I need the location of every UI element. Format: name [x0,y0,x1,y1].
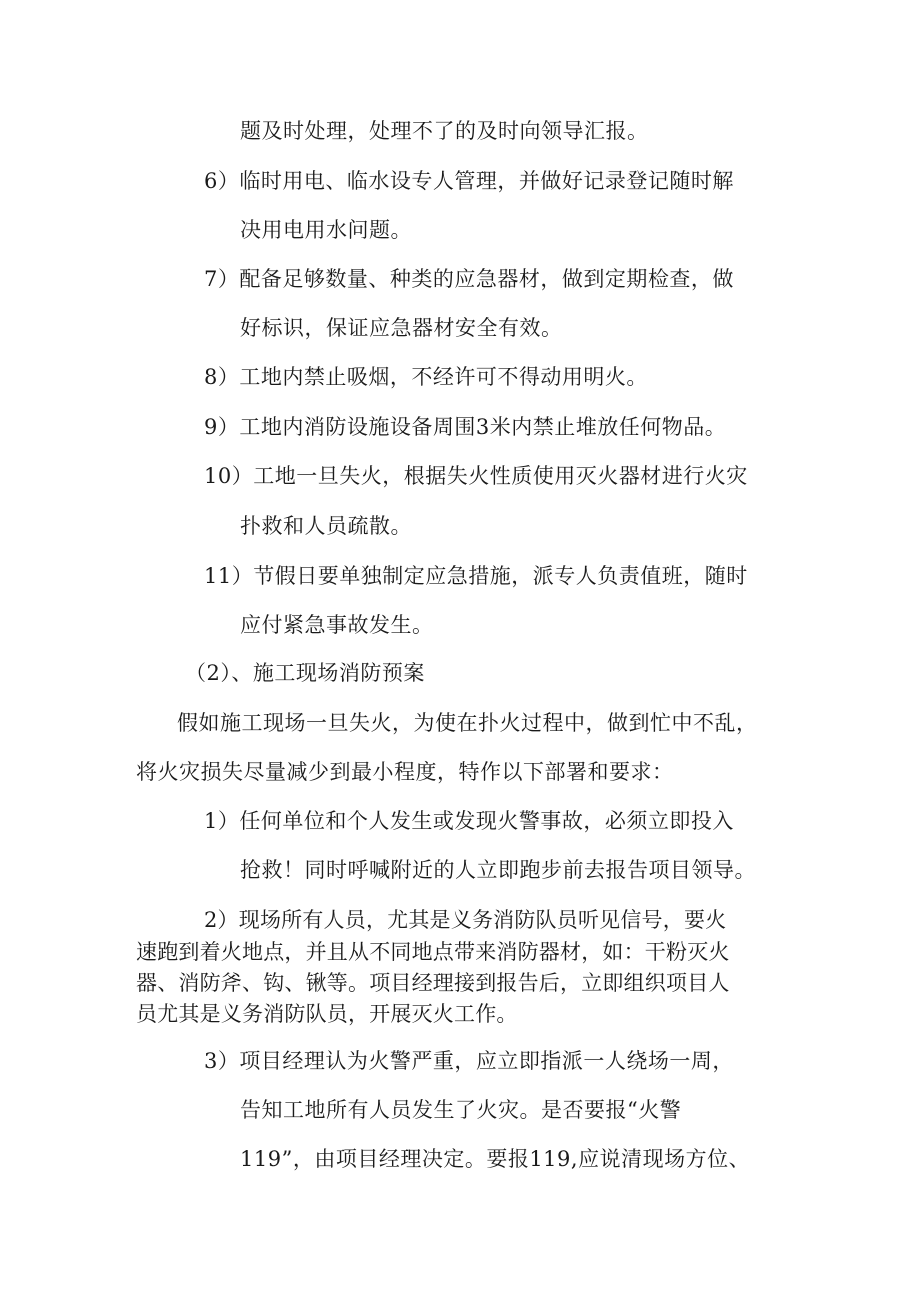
section-heading: （2）、施工现场消防预案 [185,661,425,685]
text-line-4: 7）配备足够数量、种类的应急器材，做到定期检查，做 [204,267,734,291]
text-line-5: 好标识，保证应急器材安全有效。 [240,316,563,340]
text-line-11: 应付紧急事故发生。 [240,613,434,637]
text-line-10: 11）节假日要单独制定应急措施，派专人负责值班，随时 [204,564,748,588]
text-line-22: 告知工地所有人员发生了火灾。是否要报“火警 [240,1098,682,1122]
text-line-23: 119”，由项目经理决定。要报119,应说清现场方位、 [240,1147,751,1171]
text-line-19: 器、消防斧、钩、锹等。项目经理接到报告后，立即组织项目人 [136,971,730,995]
text-line-15: 1）任何单位和个人发生或发现火警事故，必须立即投入 [204,809,734,833]
text-line-6: 8）工地内禁止吸烟，不经许可不得动用明火。 [204,365,648,389]
text-line-18: 速跑到着火地点，并且从不同地点带来消防器材，如：干粉灭火 [136,940,730,964]
text-line-7: 9）工地内消防设施设备周围3米内禁止堆放任何物品。 [204,415,727,439]
text-line-14: 将火灾损失尽量减少到最小程度，特作以下部署和要求： [136,760,674,784]
text-line-17: 2）现场所有人员，尤其是义务消防队员听见信号，要火 [204,908,727,932]
text-line-1: 题及时处理，处理不了的及时向领导汇报。 [240,119,649,143]
text-line-20: 员尤其是义务消防队员，开展灭火工作。 [136,1002,518,1026]
text-line-16: 抢救！同时呼喊附近的人立即跑步前去报告项目领导。 [240,858,756,882]
text-line-3: 决用电用水问题。 [240,218,412,242]
text-line-9: 扑救和人员疏散。 [240,514,412,538]
text-line-8: 10）工地一旦失火，根据失火性质使用灭火器材进行火灾 [204,464,748,488]
text-line-21: 3）项目经理认为火警严重，应立即指派一人绕场一周， [204,1049,734,1073]
text-line-13: 假如施工现场一旦失火，为使在扑火过程中，做到忙中不乱， [177,711,758,735]
text-line-2: 6）临时用电、临水设专人管理，并做好记录登记随时解 [204,169,734,193]
